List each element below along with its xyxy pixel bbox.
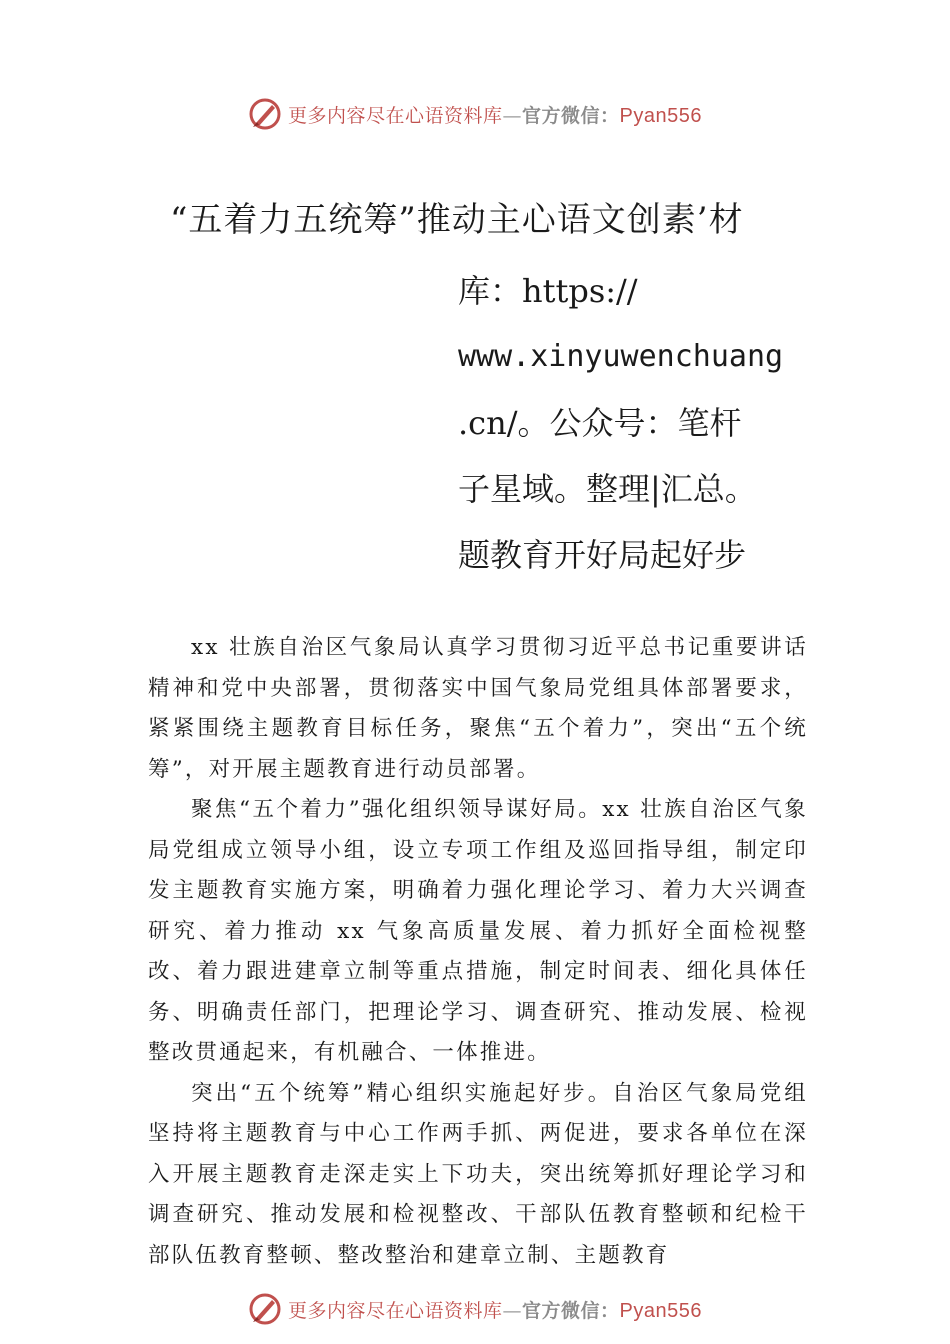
title-line-6: 题教育开好局起好步 — [458, 536, 747, 574]
title-line-2: 库：https:// — [458, 272, 638, 310]
article-body — [148, 628, 808, 1276]
paragraph: xx 壮族自治区气象局认真学习贯彻习近平总书记重要讲话精神和党中央部署，贯彻落实中国气象局党组具体部署要求，紧紧围绕主题教育目标任务，聚焦“五个着力”，突出“五个统筹”，对开展主题教育进行动员部署。 — [148, 635, 808, 782]
title-line-3: www.xinyuwenchuang — [458, 339, 784, 374]
footer-banner — [0, 1289, 950, 1329]
paragraph: 突出“五个统筹”精心组织实施起好步。自治区气象局党组坚持将主题教育与中心工作两手抓、两促进，要求各单位在深入开展主题教育走深走实上下功夫，突出统筹抓好理论学习和调查研究、推动发展和检视整改、干部队伍教育整顿和纪检干部队伍教育整顿、整改整治和建章立制、主题教育 — [148, 1080, 808, 1268]
pen-logo-icon — [248, 1292, 282, 1326]
banner-text: 更多内容尽在心语资料库—官方微信：Pyan556 — [288, 1299, 702, 1322]
title-line-4: .cn/。公众号：笔杆 — [458, 404, 742, 442]
pen-logo-icon — [248, 97, 282, 131]
title-line-1: “五着力五统筹”推动主心语文创素’材 — [170, 200, 744, 240]
header-banner — [0, 94, 950, 134]
title-continuation — [458, 258, 788, 588]
paragraph: 聚焦“五个着力”强化组织领导谋好局。xx 壮族自治区气象局党组成立领导小组，设立专项工作组及巡回指导组，制定印发主题教育实施方案，明确着力强化理论学习、着力大兴调查研究、着力推动 xx 气象高质量发展、着力抓好全面检视整改、着力跟进建章立制等重点措施，制定时间表、细化具体任务、明确责任部门，把理论学习、调查研究、推动发展、检视整改贯通起来，有机融合、一体推进。 — [148, 797, 808, 1065]
banner-text: 更多内容尽在心语资料库—官方微信：Pyan556 — [288, 104, 702, 127]
title-line-5: 子星域。整理|汇总。 — [458, 470, 757, 508]
